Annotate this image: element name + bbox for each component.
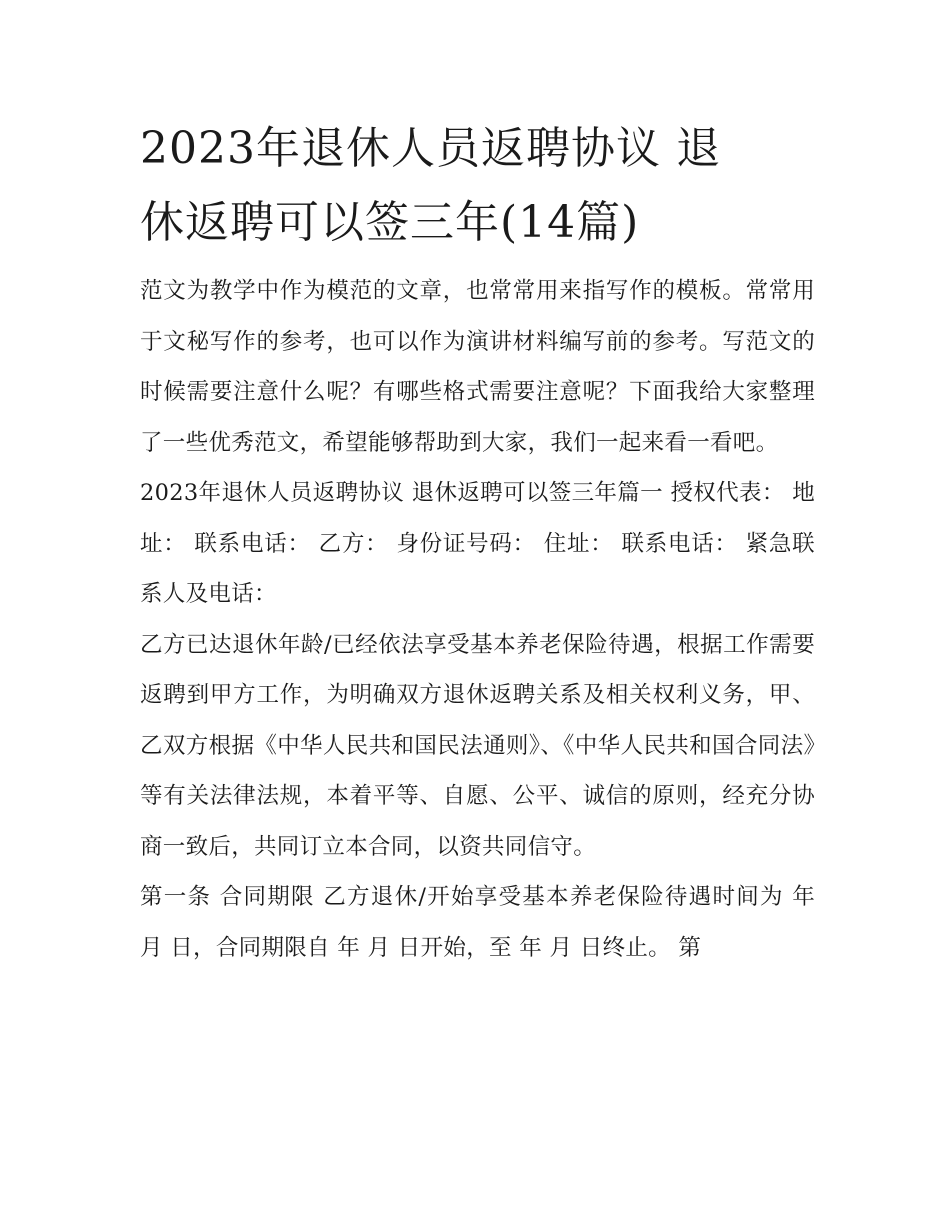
document-page — [140, 112, 815, 973]
paragraph-parties: 2023年退休人员返聘协议 退休返聘可以签三年篇一 授权代表： 地址： 联系电话： 乙方： 身份证号码： 住址： 联系电话： 紧急联系人及电话： — [140, 480, 815, 607]
paragraph-article-1: 第一条 合同期限 乙方退休/开始享受基本养老保险待遇时间为 年 月 日，合同期限自 年 月 日开始，至 年 月 日终止。 第 — [140, 884, 815, 961]
title-line-2: 休返聘可以签三年(14篇) — [140, 197, 640, 248]
paragraph-preamble: 乙方已达退休年龄/已经依法享受基本养老保险待遇，根据工作需要返聘到甲方工作，为明确双方退休返聘关系及相关权利义务，甲、乙双方根据《中华人民共和国民法通则》、《中华人民共和国合同法》等有关法律法规，本着平等、自愿、公平、诚信的原则，经充分协商一致后，共同订立本合同，以资共同信守。 — [140, 631, 815, 860]
paragraph-intro: 范文为教学中作为模范的文章，也常常用来指写作的模板。常常用于文秘写作的参考，也可以作为演讲材料编写前的参考。写范文的时候需要注意什么呢？有哪些格式需要注意呢？下面我给大家整理了一些优秀范文，希望能够帮助到大家，我们一起来看一看吧。 — [140, 278, 815, 456]
title-line-1: 2023年退休人员返聘协议 退 — [140, 123, 721, 174]
document-title — [140, 112, 815, 260]
